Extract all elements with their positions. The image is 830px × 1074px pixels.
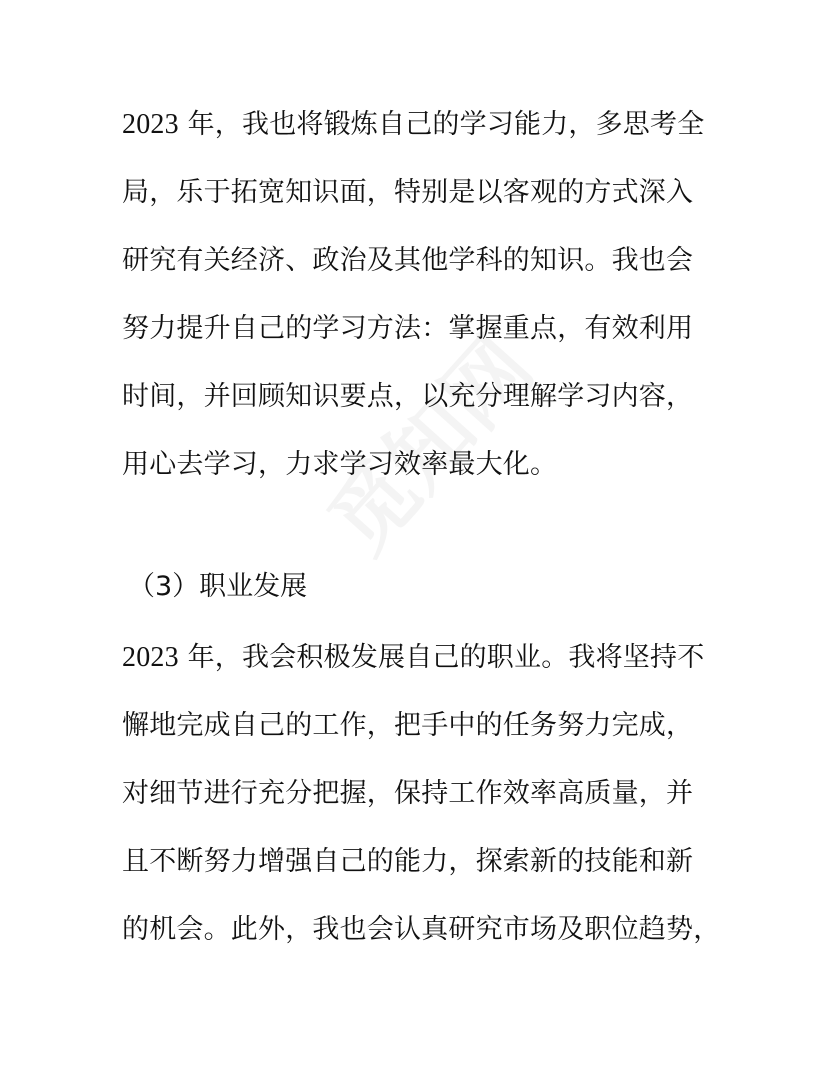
paragraph-2-line-3: 对细节进行充分把握，保持工作效率高质量，并 bbox=[122, 778, 694, 809]
paragraph-2-line-2: 懈地完成自己的工作，把手中的任务努力完成， bbox=[122, 710, 694, 741]
watermark-text bbox=[297, 306, 556, 574]
paragraph-1-line-1 bbox=[122, 108, 704, 142]
paragraph-2-line-1 bbox=[122, 641, 704, 675]
paragraph-2-line-4: 且不断努力增强自己的能力，探索新的技能和新 bbox=[122, 846, 694, 877]
paragraph-2-line-5: 的机会。此外，我也会认真研究市场及职位趋势， bbox=[122, 914, 721, 945]
paragraph-1-line-6: 用心去学习，力求学习效率最大化。 bbox=[122, 449, 558, 480]
paragraph-1-line-1-text: 年，我也将锻炼自己的学习能力，多思考全 bbox=[178, 109, 705, 140]
paragraph-1-line-5: 时间，并回顾知识要点，以充分理解学习内容， bbox=[122, 381, 694, 412]
paragraph-2-line-1-text: 年，我会积极发展自己的职业。我将坚持不 bbox=[178, 642, 705, 673]
year-number: 2023 bbox=[122, 109, 179, 140]
paragraph-1-line-3: 研究有关经济、政治及其他学科的知识。我也会 bbox=[122, 245, 694, 276]
paragraph-1-line-2: 局，乐于拓宽知识面，特别是以客观的方式深入 bbox=[122, 177, 694, 208]
section-heading: （3）职业发展 bbox=[128, 571, 308, 602]
year-number: 2023 bbox=[122, 642, 179, 673]
paragraph-1-line-4: 努力提升自己的学习方法：掌握重点，有效利用 bbox=[122, 313, 694, 344]
